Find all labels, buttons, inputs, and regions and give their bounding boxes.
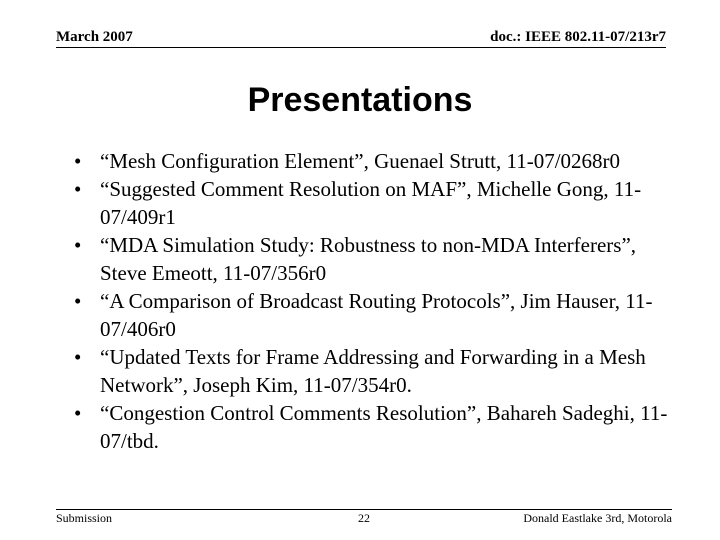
bullet-text: “Suggested Comment Resolution on MAF”, Michelle Gong, 11-07/409r1 [100,177,642,229]
bullet-icon: • [74,345,82,369]
bullet-icon: • [74,177,82,201]
header-date: March 2007 [56,29,133,45]
bullet-list [70,147,670,455]
bullet-text: “Mesh Configuration Element”, Guenael Strutt, 11-07/0268r0 [100,149,621,173]
bullet-item [70,147,670,175]
bullet-icon: • [74,401,82,425]
page-number: 22 [358,511,370,525]
bullet-icon: • [74,233,82,257]
bullet-item [70,231,670,287]
header-doc-id: doc.: IEEE 802.11-07/213r7 [490,29,666,45]
bullet-item [70,343,670,399]
bullet-text: “Congestion Control Comments Resolution”, Bahareh Sadeghi, 11-07/tbd. [100,401,668,453]
bullet-text: “MDA Simulation Study: Robustness to non-MDA Interferers”, Steve Emeott, 11-07/356r0 [100,233,637,285]
bullet-icon: • [74,149,82,173]
bullet-item [70,287,670,343]
bullet-item [70,175,670,231]
footer-submission: Submission [56,511,113,525]
footer-divider [56,509,672,510]
bullet-item [70,399,670,455]
bullet-text: “Updated Texts for Frame Addressing and Forwarding in a Mesh Network”, Joseph Kim, 11-07/354r0. [100,345,646,397]
footer-author: Donald Eastlake 3rd, Motorola [523,511,672,525]
slide-title: Presentations [247,81,473,119]
bullet-icon: • [74,289,82,313]
bullet-text: “A Comparison of Broadcast Routing Protocols”, Jim Hauser, 11-07/406r0 [100,289,653,341]
header-divider [56,47,666,48]
